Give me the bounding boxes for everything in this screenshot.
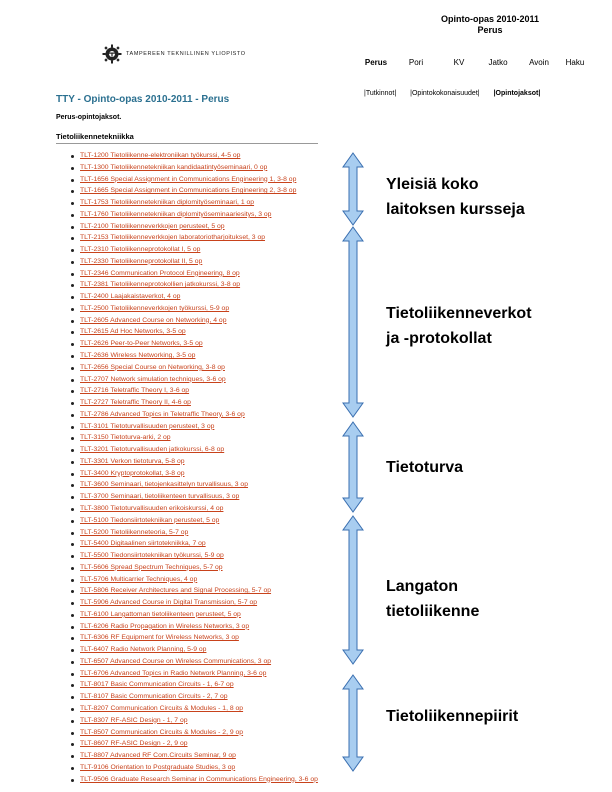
- bullet-icon: [71, 696, 74, 699]
- course-link[interactable]: TLT-1665 Special Assignment in Communications Engineering 2, 3-8 op: [80, 187, 297, 195]
- nav-haku[interactable]: Haku: [565, 58, 585, 67]
- course-list-item: [64, 232, 318, 244]
- course-link[interactable]: TLT-2716 Teletraffic Theory I, 3-6 op: [80, 387, 190, 395]
- section-heading: Tietoliikennetekniikka: [56, 132, 134, 141]
- course-list-item: [64, 562, 318, 574]
- course-list-item: [64, 691, 318, 703]
- course-list-item: [64, 632, 318, 644]
- course-link[interactable]: TLT-5706 Multicarrier Techniques, 4 op: [80, 575, 198, 583]
- bullet-icon: [71, 355, 74, 358]
- course-list-item: [64, 491, 318, 503]
- bullet-icon: [71, 237, 74, 240]
- nav-avoin[interactable]: Avoin: [529, 58, 549, 67]
- course-link[interactable]: TLT-2381 Tietoliikenneprotokollien jatkokurssi, 3-8 op: [80, 281, 241, 289]
- bullet-icon: [71, 532, 74, 535]
- university-logo[interactable]: [102, 44, 246, 64]
- course-link[interactable]: TLT-2400 Laajakaistaverkot, 4 op: [80, 293, 181, 301]
- course-list-item: [64, 774, 318, 786]
- course-link[interactable]: TLT-2346 Communication Protocol Engineering, 8 op: [80, 269, 240, 277]
- course-link[interactable]: TLT-8507 Communication Circuits & Modules - 2, 9 op: [80, 728, 244, 736]
- course-link[interactable]: TLT-8807 Advanced RF Com.Circuits Seminar, 9 op: [80, 752, 236, 760]
- course-list-item: [64, 338, 318, 350]
- bullet-icon: [71, 331, 74, 334]
- course-list-item: [64, 256, 318, 268]
- bullet-icon: [71, 296, 74, 299]
- bullet-icon: [71, 308, 74, 311]
- course-list-item: [64, 150, 318, 162]
- nav-pori[interactable]: Pori: [408, 58, 424, 67]
- bullet-icon: [71, 626, 74, 629]
- course-list-item: [64, 550, 318, 562]
- bullet-icon: [71, 508, 74, 511]
- course-link[interactable]: TLT-8017 Basic Communication Circuits - 1, 6-7 op: [80, 681, 234, 689]
- site-title-line1: Opinto-opas 2010-2011: [440, 14, 540, 24]
- group-label-general: Yleisiä koko laitoksen kursseja: [386, 176, 525, 218]
- bullet-icon: [71, 614, 74, 617]
- group-label-circuits: Tietoliikennepiirit: [386, 708, 519, 725]
- course-link[interactable]: TLT-2330 Tietoliikenneprotokollat II, 5 op: [80, 257, 203, 265]
- course-link[interactable]: TLT-2605 Advanced Course on Networking, 4 op: [80, 316, 227, 324]
- course-link[interactable]: TLT-3101 Tietoturvallisuuden perusteet, 3 op: [80, 422, 215, 430]
- course-link[interactable]: TLT-1300 Tietoliikennetekniikan kandidaatintyöseminaari, 0 op: [80, 163, 268, 171]
- course-list-item: [64, 432, 318, 444]
- bullet-icon: [71, 461, 74, 464]
- course-link[interactable]: TLT-5806 Receiver Architectures and Signal Processing, 5-7 op: [80, 587, 272, 595]
- nav-kv[interactable]: KV: [453, 58, 465, 67]
- course-link[interactable]: TLT-2727 Teletraffic Theory II, 4-6 op: [80, 399, 191, 407]
- bullet-icon: [71, 402, 74, 405]
- logo-text: TAMPEREEN TEKNILLINEN YLIOPISTO: [126, 51, 246, 57]
- course-list-item: [64, 727, 318, 739]
- course-list: [64, 150, 318, 785]
- course-link[interactable]: TLT-8107 Basic Communication Circuits - 2, 7 op: [80, 693, 228, 701]
- site-title: [390, 14, 590, 36]
- course-list-item: [64, 679, 318, 691]
- bullet-icon: [71, 602, 74, 605]
- course-link[interactable]: TLT-2615 Ad Hoc Networks, 3-5 op: [80, 328, 186, 336]
- bullet-icon: [71, 579, 74, 582]
- course-list-item: [64, 362, 318, 374]
- bullet-icon: [71, 543, 74, 546]
- course-list-item: [64, 644, 318, 656]
- bullet-icon: [71, 367, 74, 370]
- course-list-item: [64, 515, 318, 527]
- course-list-item: [64, 479, 318, 491]
- double-arrow-icon: [342, 152, 364, 226]
- bullet-icon: [71, 167, 74, 170]
- course-link[interactable]: TLT-2636 Wireless Networking, 3-5 op: [80, 352, 196, 360]
- course-link[interactable]: TLT-6407 Radio Network Planning, 5-9 op: [80, 646, 207, 654]
- course-list-item: [64, 621, 318, 633]
- bullet-icon: [71, 214, 74, 217]
- bullet-icon: [71, 484, 74, 487]
- bullet-icon: [71, 473, 74, 476]
- course-list-item: [64, 715, 318, 727]
- course-link[interactable]: TLT-9506 Graduate Research Seminar in Communications Engineering, 3-6 op: [80, 775, 318, 783]
- nav-jatko[interactable]: Jatko: [488, 58, 508, 67]
- bullet-icon: [71, 179, 74, 182]
- course-link[interactable]: TLT-8207 Communication Circuits & Modules - 1, 8 op: [80, 704, 244, 712]
- course-list-item: [64, 750, 318, 762]
- bullet-icon: [71, 390, 74, 393]
- course-list-item: [64, 374, 318, 386]
- course-list-item: [64, 421, 318, 433]
- course-link[interactable]: TLT-2656 Special Course on Networking, 3-8 op: [80, 363, 225, 371]
- site-title-line2: Perus: [477, 25, 503, 35]
- course-link[interactable]: TLT-6306 RF Equipment for Wireless Networks, 3 op: [80, 634, 239, 642]
- top-nav: [360, 58, 600, 67]
- bullet-icon: [71, 708, 74, 711]
- bullet-icon: [71, 320, 74, 323]
- course-list-item: [64, 221, 318, 233]
- course-list-item: [64, 326, 318, 338]
- course-list-item: [64, 668, 318, 680]
- course-list-item: [64, 585, 318, 597]
- subnav-tutkinnot[interactable]: |Tutkinnot|: [364, 90, 397, 97]
- course-link[interactable]: TLT-8307 RF-ASIC Design - 1, 7 op: [80, 716, 188, 724]
- course-link[interactable]: TLT-2500 Tietoliikenneverkkojen työkurssi, 5-9 op: [80, 304, 230, 312]
- bullet-icon: [71, 567, 74, 570]
- course-link[interactable]: TLT-6706 Advanced Topics in Radio Network Planning, 3-6 op: [80, 669, 267, 677]
- bullet-icon: [71, 720, 74, 723]
- bullet-icon: [71, 226, 74, 229]
- course-list-item: [64, 279, 318, 291]
- course-link[interactable]: TLT-5100 Tiedonsiirtotekniikan perusteet, 5 op: [80, 516, 220, 524]
- bullet-icon: [71, 190, 74, 193]
- bullet-icon: [71, 590, 74, 593]
- course-list-item: [64, 162, 318, 174]
- course-link[interactable]: TLT-1200 Tietoliikenne-elektroniikan työkurssi, 4-5 op: [80, 152, 241, 159]
- course-list-item: [64, 444, 318, 456]
- gear-logo-icon: [102, 44, 122, 64]
- bullet-icon: [71, 249, 74, 252]
- course-list-item: [64, 197, 318, 209]
- course-link[interactable]: TLT-1656 Special Assignment in Communications Engineering 1, 3-8 op: [80, 175, 297, 183]
- bullet-icon: [71, 649, 74, 652]
- sub-nav: [364, 90, 540, 97]
- course-list-item: [64, 174, 318, 186]
- bullet-icon: [71, 261, 74, 264]
- bullet-icon: [71, 637, 74, 640]
- course-list-item: [64, 456, 318, 468]
- bullet-icon: [71, 284, 74, 287]
- course-link[interactable]: TLT-3201 Tietoturvallisuuden jatkokurssi, 6-8 op: [80, 446, 225, 454]
- course-list-item: [64, 527, 318, 539]
- course-link[interactable]: TLT-1760 Tietoliikennetekniikan diplomityöseminaariesitys, 3 op: [80, 210, 272, 218]
- bullet-icon: [71, 555, 74, 558]
- course-link[interactable]: TLT-3400 Kryptoprotokollat, 3-8 op: [80, 469, 185, 477]
- course-list-item: [64, 409, 318, 421]
- bullet-icon: [71, 767, 74, 770]
- course-link[interactable]: TLT-9106 Orientation to Postgraduate Studies, 3 op: [80, 763, 236, 771]
- course-link[interactable]: TLT-2786 Advanced Topics in Teletraffic Theory, 3-6 op: [80, 410, 245, 418]
- course-link[interactable]: TLT-8607 RF-ASIC Design - 2, 9 op: [80, 740, 188, 748]
- nav-perus[interactable]: Perus: [364, 58, 388, 67]
- course-list-item: [64, 268, 318, 280]
- course-link[interactable]: TLT-5200 Tietoliikenneteoria, 5-7 op: [80, 528, 189, 536]
- bullet-icon: [71, 155, 74, 158]
- subnav-opintokokonaisuudet[interactable]: |Opintokokonaisuudet|: [410, 90, 480, 97]
- course-link[interactable]: TLT-3800 Tietoturvallisuuden erikoiskurssi, 4 op: [80, 504, 224, 512]
- course-list-item: [64, 385, 318, 397]
- course-link[interactable]: TLT-2100 Tietoliikenneverkkojen perusteet, 5 op: [80, 222, 225, 230]
- course-link[interactable]: TLT-6206 Radio Propagation in Wireless Networks, 3 op: [80, 622, 250, 630]
- course-link[interactable]: TLT-2310 Tietoliikenneprotokollat I, 5 op: [80, 246, 201, 254]
- course-list-item: [64, 503, 318, 515]
- course-list-item: [64, 185, 318, 197]
- double-arrow-icon: [342, 226, 364, 418]
- bullet-icon: [71, 414, 74, 417]
- course-list-item: [64, 315, 318, 327]
- course-list-item: [64, 538, 318, 550]
- bullet-icon: [71, 673, 74, 676]
- course-link[interactable]: TLT-1753 Tietoliikennetekniikan diplomityöseminaari, 1 op: [80, 199, 255, 207]
- bullet-icon: [71, 426, 74, 429]
- course-link[interactable]: TLT-3301 Verkon tietoturva, 5-8 op: [80, 457, 185, 465]
- course-list-item: [64, 762, 318, 774]
- bullet-icon: [71, 743, 74, 746]
- group-label-wireless: Langaton tietoliikenne: [386, 578, 480, 620]
- course-link[interactable]: TLT-5906 Advanced Course in Digital Transmission, 5-7 op: [80, 599, 258, 607]
- course-link[interactable]: TLT-3150 Tietoturva-arki, 2 op: [80, 434, 171, 442]
- course-list-item: [64, 738, 318, 750]
- course-link[interactable]: TLT-6507 Advanced Course on Wireless Communications, 3 op: [80, 657, 272, 665]
- course-link[interactable]: TLT-2153 Tietoliikenneverkkojen laboratoriotharjoitukset, 3 op: [80, 234, 266, 242]
- group-label-security: Tietoturva: [386, 459, 464, 476]
- bullet-icon: [71, 343, 74, 346]
- course-list-item: [64, 597, 318, 609]
- bullet-icon: [71, 496, 74, 499]
- course-link[interactable]: TLT-3600 Seminaari, tietojenkasittelyn turvallisuus, 3 op: [80, 481, 248, 489]
- sub-heading: Perus-opintojaksot.: [56, 114, 122, 121]
- course-list-item: [64, 303, 318, 315]
- bullet-icon: [71, 661, 74, 664]
- bullet-icon: [71, 202, 74, 205]
- course-link[interactable]: TLT-5400 Digitaalinen siirtotekniikka, 7 op: [80, 540, 206, 548]
- divider: [56, 143, 318, 144]
- course-list-item: [64, 703, 318, 715]
- course-list-item: [64, 656, 318, 668]
- bullet-icon: [71, 437, 74, 440]
- course-list-item: [64, 244, 318, 256]
- double-arrow-icon: [342, 515, 364, 665]
- course-list-item: [64, 574, 318, 586]
- subnav-opintojaksot[interactable]: |Opintojaksot|: [493, 90, 541, 97]
- bullet-icon: [71, 273, 74, 276]
- course-list-item: [64, 291, 318, 303]
- course-list-item: [64, 209, 318, 221]
- course-link[interactable]: TLT-2707 Network simulation techniques, 3-6 op: [80, 375, 226, 383]
- course-list-item: [64, 350, 318, 362]
- course-list-item: [64, 609, 318, 621]
- bullet-icon: [71, 755, 74, 758]
- course-link[interactable]: TLT-2626 Peer-to-Peer Networks, 3-5 op: [80, 340, 203, 348]
- course-link[interactable]: TLT-3700 Seminaari, tietoliikenteen turvallisuus, 3 op: [80, 493, 240, 501]
- bullet-icon: [71, 684, 74, 687]
- course-list-item: [64, 468, 318, 480]
- group-label-networks: Tietoliikenneverkot ja -protokollat: [386, 305, 532, 347]
- page-heading: TTY - Opinto-opas 2010-2011 - Perus: [56, 94, 230, 105]
- course-list-item: [64, 397, 318, 409]
- double-arrow-icon: [342, 421, 364, 513]
- bullet-icon: [71, 520, 74, 523]
- course-link[interactable]: TLT-6100 Langattoman tietoliikenteen perusteet, 5 op: [80, 610, 241, 618]
- bullet-icon: [71, 449, 74, 452]
- course-link[interactable]: TLT-5500 Tiedonsiirtotekniikan työkurssi, 5-9 op: [80, 552, 224, 560]
- bullet-icon: [71, 732, 74, 735]
- bullet-icon: [71, 779, 74, 782]
- bullet-icon: [71, 379, 74, 382]
- course-link[interactable]: TLT-5606 Spread Spectrum Techniques, 5-7 op: [80, 563, 223, 571]
- double-arrow-icon: [342, 674, 364, 772]
